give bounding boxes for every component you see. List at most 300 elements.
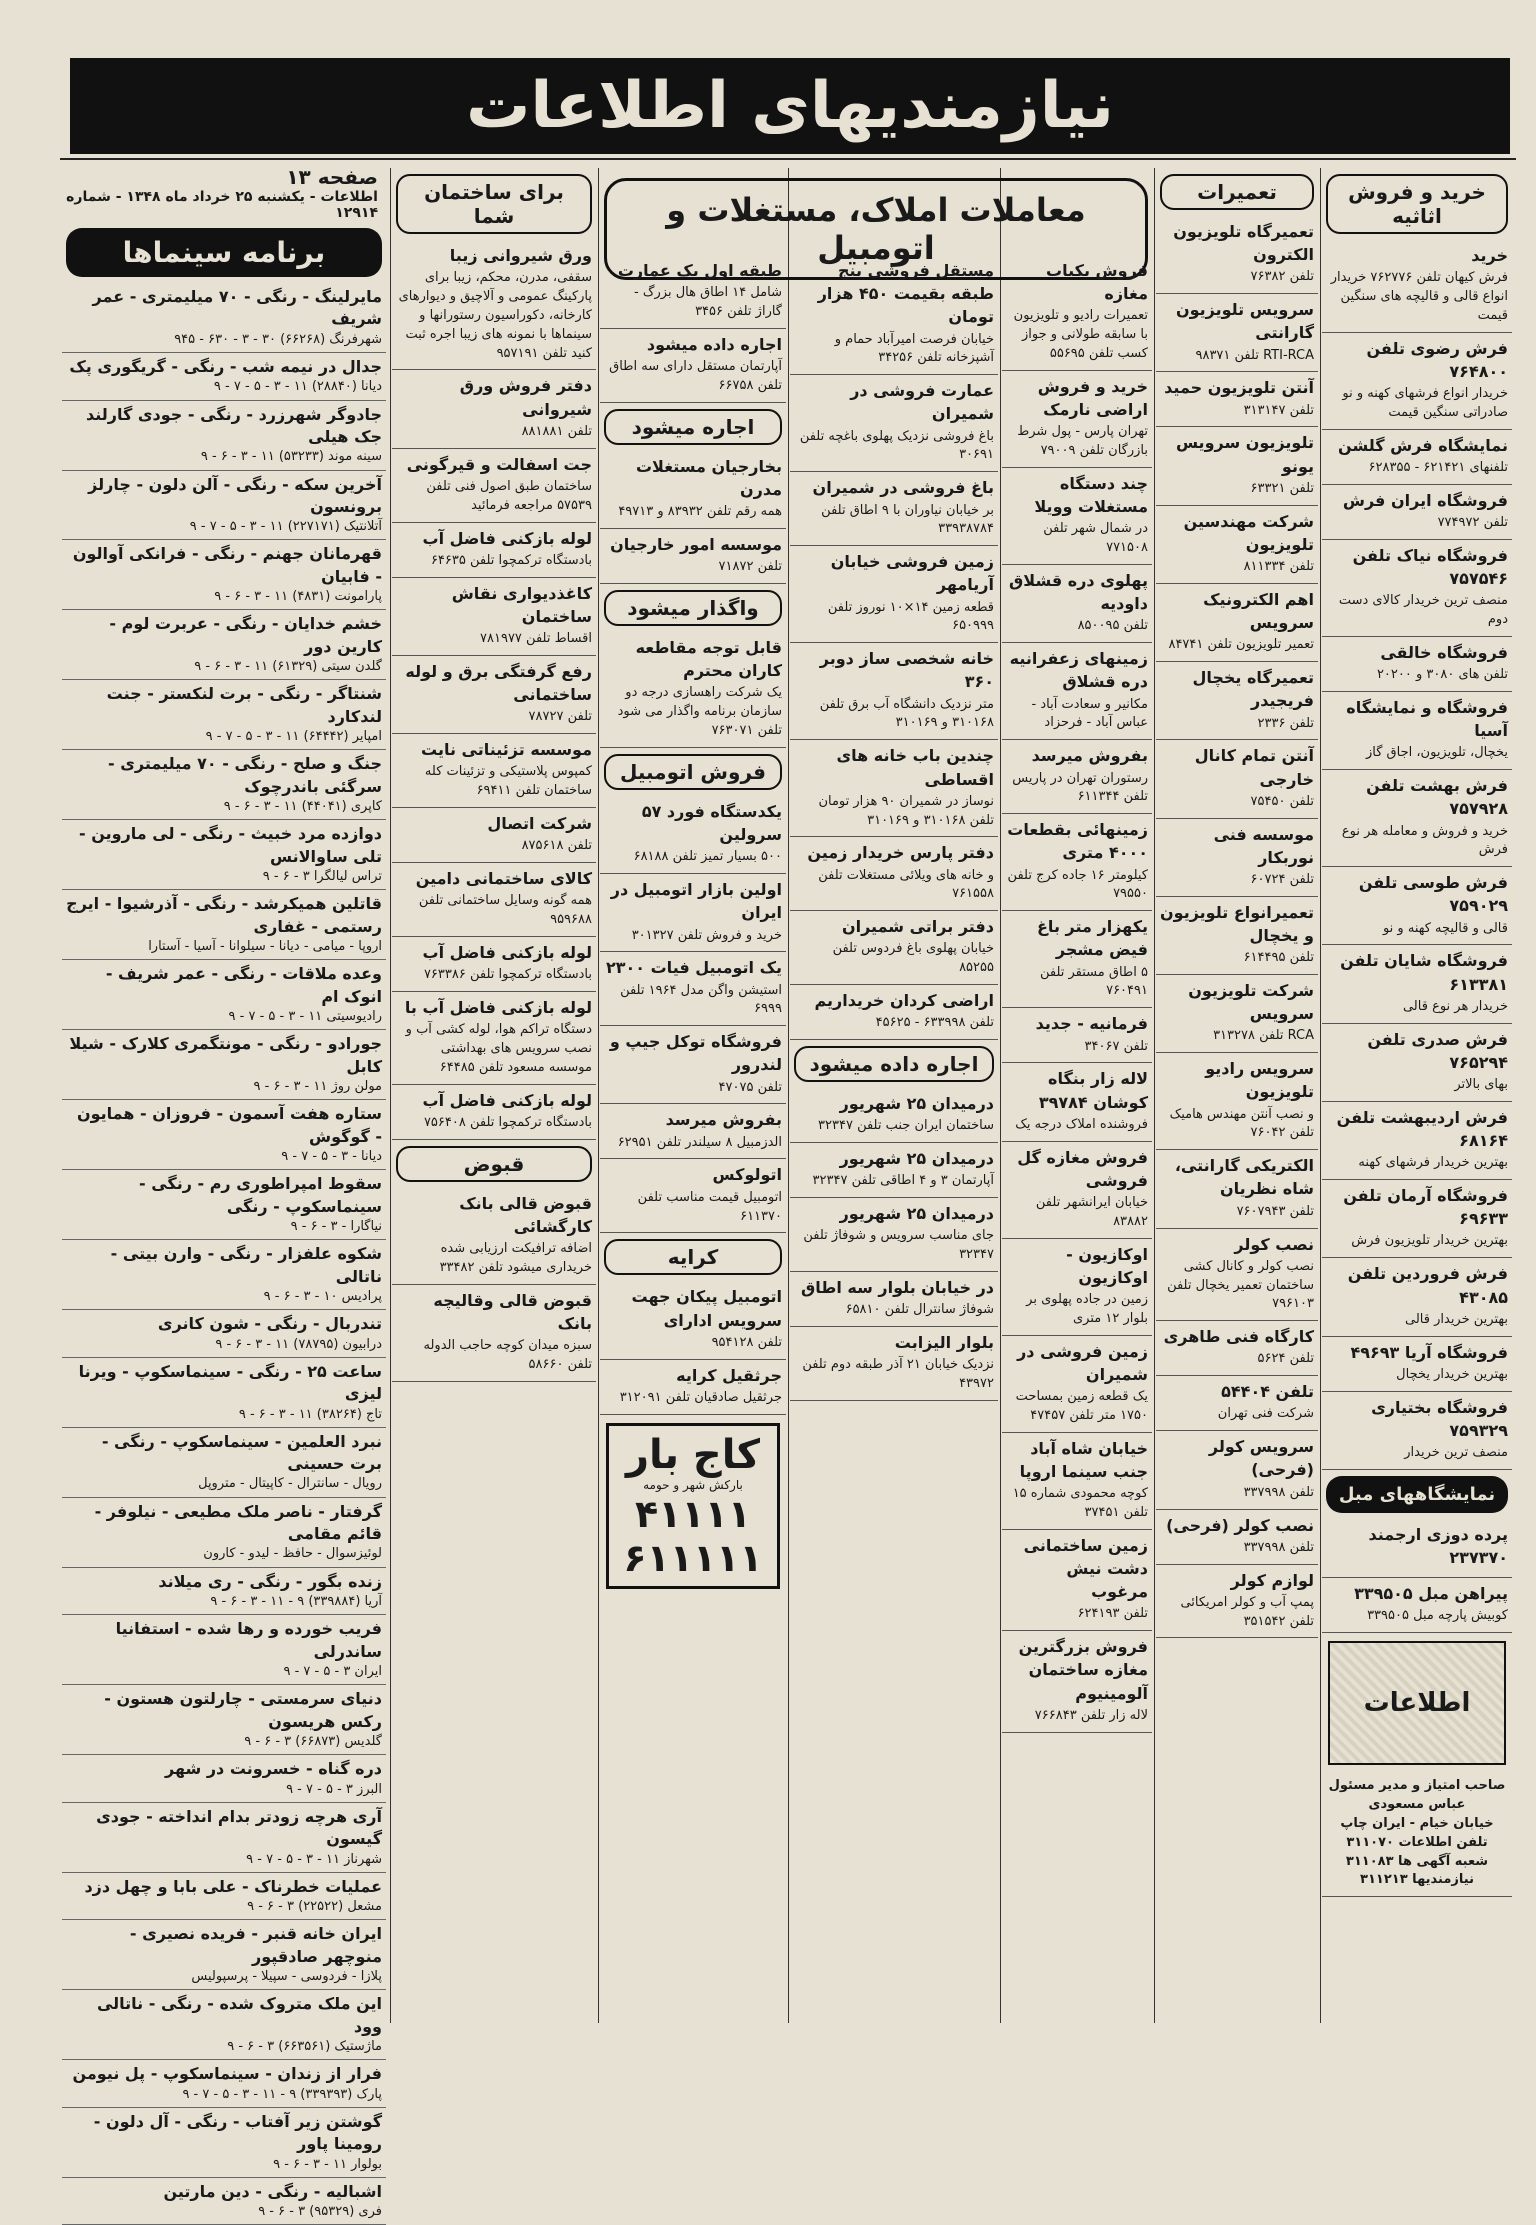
building-ad	[392, 937, 596, 992]
column-divider	[598, 168, 599, 2023]
film-showtimes: اروپا - میامی - دیانا - سیلوانا - آسیا - آستارا	[148, 939, 382, 955]
carpet-ad	[1322, 1024, 1512, 1102]
furniture-ad-heading: پرده دوزی ارجمند ۲۳۷۳۷۰	[1368, 1524, 1508, 1567]
estate-ad-heading: باغ فروشی در شمیران	[812, 478, 994, 498]
cinema-listing	[62, 680, 386, 750]
estate-ad	[600, 329, 786, 403]
estate-ad	[600, 1159, 786, 1233]
carpet-ad-heading: فرش صدری تلفن ۷۶۵۲۹۴	[1367, 1029, 1508, 1072]
carpet-ad-text: تلفن ۷۷۴۹۷۲	[1437, 515, 1508, 530]
building-ad	[392, 863, 596, 937]
repair-ad	[1156, 372, 1318, 427]
estate-ad-heading: موسسه امور خارجیان	[610, 534, 782, 554]
estate-ad-heading: درمیدان ۲۵ شهریور	[839, 1204, 994, 1224]
carpet-ad-text: قالی و قالیچه کهنه و نو	[1382, 920, 1508, 936]
carpet-ad	[1322, 1258, 1512, 1336]
furniture-ad-text: کوبیش پارچه مبل ۳۳۹۵۰۵	[1367, 1608, 1508, 1624]
carpet-ad-text: فرش کیهان تلفن ۷۶۲۷۷۶ خریدار انواع قالی و قالیچه های سنگین قیمت	[1330, 270, 1508, 323]
estate-ad	[790, 1143, 998, 1198]
film-showtimes: آتلانتیک (۲۲۷۱۷۱) ۱۱ - ۳ - ۵ - ۷ - ۹	[189, 519, 382, 535]
film-title: آخرین سکه - رنگی - آلن دلون - چارلز برونسون	[88, 474, 382, 516]
cinema-listing	[62, 1100, 386, 1170]
carpet-ad	[1322, 540, 1512, 637]
page-number: صفحه ۱۳	[286, 165, 378, 189]
film-showtimes: گلدیس (۶۶۸۷۳) ۳ - ۶ - ۹	[244, 1733, 382, 1749]
repair-ad-heading: سرویس کولر (فرحی)	[1208, 1437, 1314, 1480]
sale-ad-heading: چند دستگاه مستغلات وویلا	[1034, 473, 1148, 517]
cinema-listing	[62, 1358, 386, 1428]
cinema-listing	[62, 1498, 386, 1568]
film-title: این ملک متروک شده - رنگی - ناتالی وود	[96, 1994, 382, 2036]
repair-ad	[1156, 662, 1318, 740]
carpet-ad-text: بهترین خریدار تلویزیون فرش	[1351, 1233, 1508, 1249]
carpet-ad	[1322, 1102, 1512, 1180]
repair-ad-text: تلفن ۳۳۷۹۹۸	[1243, 1539, 1314, 1555]
sale-ad	[1002, 371, 1152, 468]
film-title: زنده بگور - رنگی - ری میلاند	[158, 1571, 382, 1591]
column-divider	[1154, 168, 1155, 2023]
repair-ad-heading: تلویزیون سرویس یونو	[1175, 433, 1314, 476]
sale-ad-heading: یکهزار متر باغ فیض مشجر	[1037, 917, 1148, 960]
column-divider	[788, 168, 789, 2023]
repair-ad	[1156, 1150, 1318, 1228]
estate-ad-text: خیابان فرصت امیرآباد حمام و آشپزخانه تلفن ۳۴۲۵۶	[834, 331, 994, 366]
estate-ad	[790, 472, 998, 546]
film-showtimes: دیانا (۲۸۸۴۰) ۱۱ - ۳ - ۵ - ۷ - ۹	[213, 379, 382, 395]
sale-ad	[1002, 468, 1152, 565]
repair-ads	[1156, 216, 1318, 1638]
kaj-bar-ad	[606, 1423, 780, 1589]
qabz-ad-text: سبزه میدان کوچه حاجب الدوله تلفن ۵۸۶۶۰	[423, 1337, 592, 1372]
qabz-section-title: قبوض	[396, 1146, 592, 1182]
assign-section-title: واگذار میشود	[604, 590, 782, 626]
film-title: دره گناه - خسرونت در شهر	[165, 1759, 382, 1779]
sale-ad	[1002, 1142, 1152, 1239]
sale-ad-heading: زمینهای زعفرانیه دره قشلاق	[1009, 649, 1148, 692]
cinema-listing	[62, 1030, 386, 1100]
repair-ad	[1156, 1510, 1318, 1565]
repair-section-title: تعمیرات	[1160, 174, 1314, 210]
carpet-ad-heading: فروشگاه خالقی	[1380, 642, 1508, 662]
qabz-ad-heading: قبوض قالی بانک کارگشائی	[459, 1193, 592, 1236]
carpet-ad-heading: فروشگاه نیاک تلفن ۷۵۷۵۴۶	[1352, 545, 1508, 589]
cinema-listing	[62, 2108, 386, 2178]
estate-ad-heading: قابل توجه مقاطعه کاران محترم	[635, 638, 782, 681]
film-title: قهرمانان جهنم - رنگی - فرانکی آوالون - فابیان	[72, 544, 382, 586]
estate-ad-heading: درمیدان ۲۵ شهریور	[839, 1149, 994, 1169]
rent-section-title: اجاره داده میشود	[794, 1046, 994, 1082]
carpet-ad	[1322, 692, 1512, 770]
sale-ad-text: رستوران تهران در پاریس تلفن ۶۱۱۳۴۴	[1012, 770, 1148, 805]
repair-ad-heading: تعمیرانواع تلویزیون و یخچال	[1160, 902, 1314, 945]
estate-ad-text: همه رقم تلفن ۸۳۹۳۲ و ۴۹۷۱۳	[618, 504, 782, 520]
sale-ad-heading: اوکازیون - اوکازیون	[1066, 1244, 1148, 1287]
sale-ad-text: ۵ اطاق مستقر تلفن ۷۶۰۴۹۱	[1039, 964, 1148, 999]
repair-ad-text: تلفن ۵۶۲۴	[1257, 1351, 1314, 1367]
estate-a-ads	[790, 255, 998, 1401]
carpet-ad-text: بهترین خریدار فرشهای کهنه	[1358, 1155, 1508, 1171]
column-divider	[1000, 168, 1001, 2023]
film-title: سقوط امپراطوری رم - رنگی - سینماسکوپ - رنگی	[138, 1174, 382, 1216]
column-building	[392, 168, 596, 2023]
furniture-section-title: نمایشگاههای مبل	[1326, 1476, 1508, 1513]
film-title: شنتاگر - رنگی - برت لنکستر - جنت لندکارد	[106, 684, 382, 726]
carpet-section-title: خرید و فروش اثاثیه	[1326, 174, 1508, 234]
sale-ad-heading: خرید و فروش اراضی نارمک	[1037, 376, 1148, 420]
film-title: دنیای سرمستی - چارلتون هستون - رکس هریسون	[104, 1689, 382, 1731]
estate-ad	[600, 796, 786, 874]
film-title: خشم خدایان - رنگی - عربرت لوم - کارین دور	[109, 614, 382, 656]
estate-ad-text: شامل ۱۴ اطاق هال بزرگ - گاراژ تلفن ۳۴۵۶	[634, 285, 782, 320]
repair-ad-text: تلفن ۶۳۳۲۱	[1250, 480, 1314, 496]
repair-ad-text: شرکت فنی تهران	[1217, 1406, 1314, 1422]
estate-ad-text: تلفن ۶۳۳۹۹۸ - ۴۵۶۲۵	[875, 1015, 994, 1031]
estate-ad	[790, 1198, 998, 1272]
sale-ad-heading: زمین ساختمانی دشت نیش مرغوب	[1023, 1535, 1148, 1602]
estate-ad-text: ۵۰۰ بسیار تمیز تلفن ۶۸۱۸۸	[633, 849, 782, 865]
building-ad	[392, 449, 596, 523]
film-showtimes: شهرفرنگ (۶۶۲۶۸) ۳۰ - ۳ - ۶۳۰ - ۹۴۵	[174, 331, 382, 347]
film-title: قاتلین همیکرشد - رنگی - آذرشیوا - ایرج رستمی - غفاری	[66, 894, 382, 936]
cinema-listing	[62, 960, 386, 1030]
film-showtimes: امپایر (۶۴۴۴۲) ۱۱ - ۳ - ۵ - ۷ - ۹	[205, 729, 382, 745]
qabz-ad	[392, 1285, 596, 1382]
building-ad	[392, 523, 596, 578]
sale-ad	[1002, 1063, 1152, 1141]
kaj-bar-title: کاج بار	[625, 1431, 761, 1478]
carpet-ad-text: تلفن های ۳۰۸۰ و ۲۰۲۰۰	[1376, 667, 1508, 683]
carpet-ad-text: منصف ترین خریدار	[1404, 1444, 1508, 1460]
page-header-info	[62, 165, 378, 221]
estate-ad-heading: بفروش میرسد	[665, 1110, 782, 1130]
repair-ad-heading: سرویس تلویزیون گارانتی	[1175, 300, 1314, 343]
film-title: مایرلینگ - رنگی - ۷۰ میلیمتری - عمر شریف	[92, 287, 382, 329]
cinema-listing	[62, 820, 386, 890]
column-estate-a	[790, 255, 998, 2023]
sale-ad-text: تلفن ۳۴۰۶۷	[1084, 1038, 1148, 1054]
cinema-listing	[62, 283, 386, 353]
estate-ad	[790, 740, 998, 837]
repair-ad	[1156, 216, 1318, 294]
carpet-ad	[1322, 333, 1512, 430]
estate-ad	[790, 546, 998, 643]
repair-ad	[1156, 819, 1318, 897]
film-title: جورادو - رنگی - مونتگمری کلارک - شیلا کابل	[69, 1034, 382, 1076]
estate-ad-heading: خانه شخصی ساز دوبر ۳۶۰	[819, 649, 994, 692]
sale-ad-text: تلفن ۶۲۴۱۹۳	[1077, 1606, 1148, 1622]
film-title: ستاره هفت آسمون - فروزان - همایون - گوگوش	[76, 1104, 382, 1146]
film-showtimes: شهرناز ۱۱ - ۳ - ۵ - ۷ - ۹	[246, 1851, 382, 1867]
carpet-ad-heading: فرش اردیبهشت تلفن ۶۸۱۶۴	[1336, 1107, 1508, 1151]
carpet-ad-heading: فروشگاه شایان تلفن ۶۱۳۳۸۱	[1340, 951, 1508, 994]
estate-ad-text: یک شرکت راهسازی درجه دو سازمان برنامه واگذار می شود تلفن ۷۶۳۰۷۱	[617, 685, 782, 739]
carpet-ad-heading: فرش بهشت تلفن ۷۵۷۹۲۸	[1366, 776, 1508, 819]
film-showtimes: کاپری (۴۴۰۴۱) ۱۱ - ۳ - ۶ - ۹	[223, 799, 382, 815]
building-ad-text: تلفن ۸۸۱۸۸۱	[521, 423, 592, 439]
estate-ad	[790, 1327, 998, 1401]
estate-ad-text: شوفاژ سانترال تلفن ۶۵۸۱۰	[845, 1302, 994, 1318]
estate-ad-heading: اولین بازار اتومبیل در ایران	[610, 880, 782, 923]
car-section-title: فروش اتومبیل	[604, 754, 782, 790]
qabz-ad-heading: قبوض قالی وقالیچه بانک	[433, 1290, 592, 1333]
cinema-listing	[62, 1920, 386, 1990]
carpet-ad	[1322, 867, 1512, 945]
cinema-listing	[62, 353, 386, 401]
repair-ad-heading: آنتن تمام کانال خارجی	[1194, 746, 1314, 789]
repair-ad	[1156, 1565, 1318, 1639]
repair-ad	[1156, 1053, 1318, 1150]
estate-ad	[790, 375, 998, 472]
repair-ad-heading: نصب کولر	[1234, 1234, 1314, 1254]
sale-ad	[1002, 1239, 1152, 1336]
carpet-ad	[1322, 485, 1512, 540]
carpet-ad-text: خریدار هر نوع قالی	[1402, 998, 1508, 1014]
estate-ad-heading: دفتر پارس خریدار زمین	[807, 843, 994, 863]
repair-ad-heading: کارگاه فنی طاهری	[1163, 1327, 1314, 1347]
estate-ad-text: نزدیک خیابان ۲۱ آذر طبقه دوم تلفن ۴۳۹۷۲	[802, 1357, 994, 1392]
film-showtimes: مشعل (۲۲۵۲۲) ۳ - ۶ - ۹	[247, 1899, 382, 1915]
building-ad-text: دستگاه تراکم هوا، لوله کشی آب و نصب سرویس های بهداشتی موسسه مسعود تلفن ۶۴۴۸۵	[405, 1021, 592, 1075]
building-ad-text: بادستگاه ترکمچوا تلفن ۶۴۶۳۵	[430, 552, 592, 568]
sale-ad-text: کوچه محمودی شماره ۱۵ تلفن ۳۷۴۵۱	[1012, 1486, 1148, 1520]
carpet-ad	[1322, 1180, 1512, 1258]
repair-ad	[1156, 506, 1318, 584]
carpet-ad-heading: فروشگاه آریا ۴۹۶۹۳	[1350, 1342, 1508, 1362]
estate-ad	[790, 911, 998, 985]
building-ad-text: بادستگاه ترکمچوا تلفن ۷۶۳۳۸۶	[423, 966, 592, 982]
estate-ad	[600, 529, 786, 584]
estate-ad-text: تلفن ۹۵۴۱۲۸	[711, 1334, 782, 1350]
repair-ad	[1156, 1431, 1318, 1509]
kaj-bar-phone-2: ۶۱۱۱۱۱	[623, 1535, 763, 1580]
estate-ad-heading: یک اتومبیل فیات ۲۳۰۰	[605, 958, 782, 978]
building-section-title: برای ساختمان شما	[396, 174, 592, 234]
building-ad	[392, 808, 596, 863]
carpet-ad-heading: فروشگاه و نمایشگاه آسیا	[1346, 697, 1508, 741]
sale-ad	[1002, 565, 1152, 643]
kaj-bar-phone-1: ۴۱۱۱۱	[635, 1491, 751, 1536]
estate-ad-text: خیابان پهلوی باغ فردوس تلفن ۸۵۲۵۵	[832, 941, 994, 976]
film-showtimes: تراس لیالگرا ۳ - ۶ - ۹	[262, 869, 382, 885]
film-showtimes: پارک (۳۳۹۳۹۳) ۹ - ۱۱ - ۳ - ۵ - ۷ - ۹	[182, 2086, 382, 2102]
carpet-ad-heading: فروشگاه بختیاری ۷۵۹۳۲۹	[1371, 1397, 1508, 1440]
estate-ad	[790, 837, 998, 911]
building-ad-heading: ورق شیروانی زیبا	[449, 246, 592, 265]
masthead-rule	[60, 158, 1516, 160]
carpet-ad-text: خریدار انواع فرشهای کهنه و نو صادراتی سنگین قیمت	[1342, 386, 1508, 420]
building-ad	[392, 370, 596, 448]
repair-ad-heading: نصب کولر (فرحی)	[1166, 1515, 1314, 1535]
estate-ad-text: جای مناسب سرویس و شوفاژ تلفن ۳۲۳۴۷	[803, 1228, 994, 1263]
film-title: گرفتار - ناصر ملک مطیعی - نیلوفر - قائم مقامی	[94, 1501, 382, 1544]
building-ad-heading: لوله بازکنی فاضل آب	[422, 942, 592, 962]
cinema-list	[62, 283, 386, 2225]
building-ad-text: تلفن ۸۷۵۶۱۸	[521, 838, 592, 854]
estate-ad-heading: مستقل فروشی پنج طبقه بقیمت ۴۵۰ هزار تومان	[817, 261, 994, 327]
repair-ad-heading: شرکت تلویزیون سرویس	[1188, 981, 1314, 1024]
column-carpet	[1322, 168, 1512, 2023]
carpet-ad-heading: فرش طوسی تلفن ۷۵۹۰۲۹	[1358, 873, 1508, 916]
building-ad-heading: لوله بازکنی فاضل آب	[422, 1090, 592, 1110]
film-showtimes: درابیون (۷۸۷۹۵) ۱۱ - ۳ - ۶ - ۹	[215, 1336, 382, 1352]
estate-ad-text: خرید و فروش تلفن ۳۰۱۳۲۷	[631, 927, 782, 943]
film-showtimes: رویال - سانترال - کاپیتال - متروپل	[198, 1476, 382, 1492]
carpet-ad-text: منصف ترین خریدار کالای دست دوم	[1338, 593, 1508, 628]
repair-ad-heading: شرکت مهندسین تلویزیون	[1183, 511, 1314, 554]
sale-ad	[1002, 1631, 1152, 1732]
masthead	[70, 58, 1510, 154]
building-ad-heading: کاغذدیواری نقاش ساختمان	[451, 583, 592, 626]
cinema-listing	[62, 1170, 386, 1240]
repair-ad-heading: موسسه فنی نوربکار	[1213, 824, 1314, 867]
estate-ad	[790, 255, 998, 375]
film-showtimes: پلازا - فردوسی - سپیلا - پرسپولیس	[191, 1969, 382, 1985]
cinema-listing	[62, 1803, 386, 1873]
cinema-listing	[62, 1990, 386, 2060]
repair-ad-text: تلفن ۳۱۳۱۴۷	[1243, 402, 1314, 418]
repair-ad-text: تلفن ۷۶۰۷۹۴۳	[1236, 1203, 1314, 1219]
estate-ad-heading: در خیابان بلوار سه اطاق	[800, 1278, 994, 1298]
film-showtimes: تاج (۳۸۲۶۴) ۱۱ - ۳ - ۶ - ۹	[238, 1406, 382, 1422]
repair-ad-text: تلفن ۲۳۳۶	[1257, 715, 1314, 731]
sale-ad-heading: فروش بزرگترین مغازه ساختمان آلومینیوم	[1018, 1637, 1148, 1703]
sale-ad	[1002, 1008, 1152, 1063]
repair-ad-text: تلفن ۶۱۴۴۹۵	[1243, 950, 1314, 966]
estate-ad-text: تلفن ۴۷۰۷۵	[718, 1079, 782, 1095]
repair-ad-text: تلفن ۶۰۷۲۴	[1250, 871, 1314, 887]
film-title: جدال در نیمه شب - رنگی - گریگوری پک	[69, 356, 382, 376]
building-ad-text: اقساط تلفن ۷۸۱۹۷۷	[480, 630, 592, 646]
rented-section-title: اجاره میشود	[604, 409, 782, 445]
film-showtimes: گلدن سیتی (۶۱۳۲۹) ۱۱ - ۳ - ۶ - ۹	[194, 659, 382, 675]
building-ad-heading: دفتر فروش ورق شیروانی	[459, 376, 592, 419]
building-ad-heading: شرکت اتصال	[487, 813, 592, 833]
sale-ad-heading: فرمانیه - جدید	[1035, 1014, 1148, 1034]
film-title: جنگ و صلح - رنگی - ۷۰ میلیمتری - سرگئی باندرچوک	[107, 754, 382, 796]
building-ad	[392, 734, 596, 808]
publisher-phones: شعبه آگهی ها ۳۱۱۰۸۳ نیازمندیها ۳۱۱۲۱۳	[1345, 1853, 1489, 1888]
repair-ad	[1156, 1229, 1318, 1322]
repair-ad-text: نصب کولر و کانال کشی ساختمان تعمیر یخچال تلفن ۷۹۶۱۰۳	[1167, 1258, 1314, 1312]
film-title: اشبالیه - رنگی - دین مارتین	[163, 2181, 382, 2201]
cinema-listing	[62, 540, 386, 610]
sale-ad-text: فروشنده املاک درجه یک	[1015, 1116, 1148, 1132]
repair-ad-text: تعمیر تلویزیون تلفن ۸۴۷۴۱	[1168, 637, 1314, 653]
publisher-info: خیابان خیام - ایران چاپ تلفن اطلاعات ۳۱۱۰۷۰	[1340, 1815, 1494, 1850]
repair-ad-text: تلفن ۳۳۷۹۹۸	[1243, 1484, 1314, 1500]
repair-ad	[1156, 427, 1318, 505]
kaj-bar-sub: بارکش شهر و حومه	[643, 1477, 743, 1492]
carpet-ad-heading: فروشگاه ایران فرش	[1342, 490, 1508, 510]
estate-ad-heading: چندین باب خانه های اقساطی	[836, 746, 994, 789]
carpet-ad	[1322, 1337, 1512, 1392]
carpet-ad	[1322, 240, 1512, 333]
building-ad	[392, 992, 596, 1085]
estate-ad	[600, 874, 786, 952]
sale-ad-heading: فروش یکباب مغازه	[1046, 261, 1148, 304]
building-ad-heading: جت اسفالت و قیرگونی	[406, 454, 592, 474]
film-showtimes: رادیوسیتی ۱۱ - ۳ - ۵ - ۷ - ۹	[228, 1009, 382, 1025]
carpet-ad-text: خرید و فروش و معامله هر نوع فرش	[1341, 823, 1508, 858]
film-showtimes: آریا (۳۳۹۸۸۴) ۹ - ۱۱ - ۳ - ۶ - ۹	[210, 1594, 382, 1610]
furniture-ad-heading: پیراهن مبل ۳۳۹۵۰۵	[1354, 1584, 1508, 1604]
carpet-ads	[1322, 240, 1512, 1470]
cinema-listing	[62, 1568, 386, 1616]
sale-ad-text: تلفن ۸۵۰۰۹۵	[1077, 618, 1148, 634]
sale-ad	[1002, 911, 1152, 1008]
building-ad-heading: کالای ساختمانی دامین	[415, 868, 592, 888]
sale-ad	[1002, 1530, 1152, 1631]
estate-ad-heading: بلوار الیزابت	[894, 1333, 994, 1353]
column-repair	[1156, 168, 1318, 2023]
sale-ad-heading: بفروش میرسد	[1031, 746, 1148, 766]
carpet-ad-heading: خرید	[1471, 246, 1508, 265]
estate-ad-text: استیشن واگن مدل ۱۹۶۴ تلفن ۶۹۹۹	[620, 982, 782, 1017]
film-showtimes: فری (۹۵۳۲۹) ۳ - ۶ - ۹	[258, 2204, 382, 2220]
sale-ad-text: خیابان ایرانشهر تلفن ۸۳۸۸۲	[1035, 1194, 1148, 1229]
carpet-ad	[1322, 637, 1512, 692]
estate-ad-heading: جرثقیل کرایه	[676, 1365, 782, 1385]
repair-ad	[1156, 1376, 1318, 1431]
column-cinema	[62, 222, 386, 2220]
estate-ad-heading: درمیدان ۲۵ شهریور	[839, 1094, 994, 1114]
estate-ad-text: متر نزدیک دانشگاه آب برق تلفن ۳۱۰۱۶۸ و ۳۱۰۱۶۹	[819, 696, 994, 731]
film-title: ساعت ۲۵ - رنگی - سینماسکوپ - ویرنا لیزی	[78, 1361, 382, 1404]
estate-b-ads	[600, 255, 786, 1415]
estate-ad-text: جرثقیل صادقیان تلفن ۳۱۲۰۹۱	[619, 1389, 782, 1405]
film-title: عملیات خطرناک - علی بابا و چهل دزد	[84, 1876, 382, 1896]
estate-ad-text: تلفن ۷۱۸۷۲	[718, 559, 782, 575]
repair-ad-heading: تلفن ۵۴۴۰۴	[1221, 1382, 1314, 1402]
sale-ad	[1002, 1336, 1152, 1433]
carpet-ad	[1322, 770, 1512, 867]
repair-ad	[1156, 294, 1318, 372]
column-divider	[390, 168, 391, 2023]
estate-ad	[600, 1026, 786, 1104]
repair-ad-text: تلفن ۷۵۴۵۰	[1250, 793, 1314, 809]
sale-ad-text: لاله زار تلفن ۷۶۶۸۴۳	[1034, 1707, 1148, 1723]
estate-ad	[600, 1281, 786, 1359]
estate-section-title: معاملات املاک، مستغلات و اتومبیل	[604, 178, 1148, 280]
repair-ad	[1156, 1321, 1318, 1376]
estate-ad-heading: اجاره داده میشود	[646, 334, 782, 354]
repair-ad	[1156, 897, 1318, 975]
estate-ad-text: الدزمبیل ۸ سیلندر تلفن ۶۲۹۵۱	[617, 1134, 782, 1150]
film-title: فریب خورده و رها شده - استفانیا ساندرلی	[115, 1619, 382, 1661]
estate-ad-heading: یکدستگاه فورد ۵۷ سرولین	[641, 801, 782, 845]
film-showtimes: پرادیس ۱۰ - ۳ - ۶ - ۹	[263, 1288, 382, 1304]
cinema-listing	[62, 750, 386, 820]
sale-ad	[1002, 814, 1152, 911]
cinema-listing	[62, 2178, 386, 2225]
sale-ad	[1002, 1433, 1152, 1530]
repair-ad-heading: الکتریکی گارانتی، شاه نظریان	[1174, 1156, 1314, 1199]
publisher-logo	[1328, 1641, 1506, 1765]
sale-ad-text: یک قطعه زمین بمساحت ۱۷۵۰ متر تلفن ۴۷۴۵۷	[1015, 1389, 1148, 1423]
repair-ad-text: RTI-RCA تلفن ۹۸۳۷۱	[1195, 347, 1314, 363]
sale-ad-text: مکانیر و سعادت آباد - عباس آباد - فرحزاد	[1031, 696, 1148, 731]
sale-ads	[1002, 255, 1152, 1733]
sale-ad	[1002, 740, 1152, 814]
film-title: نبرد العلمین - سینماسکوپ - رنگی - برت حسینی	[101, 1431, 382, 1474]
building-ad-text: سقفی، مدرن، محکم، زیبا برای پارکینگ عمومی و آلاچیق و دیوارهای کارخانه، دکوراسیون رستورانها و سینماها با نمونه های زیبا اجره ثبت کنید تلفن ۹۵۷۱۹۱	[398, 270, 592, 361]
repair-ad-heading: اهم الکترونیک سرویس	[1203, 589, 1314, 633]
column-sale	[1002, 255, 1152, 2023]
cinema-listing	[62, 1240, 386, 1310]
building-ad-heading: رفع گرفتگی برق و لوله ساختمانی	[405, 661, 592, 704]
building-ad-text: کمپوس پلاستیکی و تزئینات کله ساختمان تلفن ۶۹۴۱۱	[424, 764, 592, 798]
cinema-listing	[62, 1685, 386, 1755]
